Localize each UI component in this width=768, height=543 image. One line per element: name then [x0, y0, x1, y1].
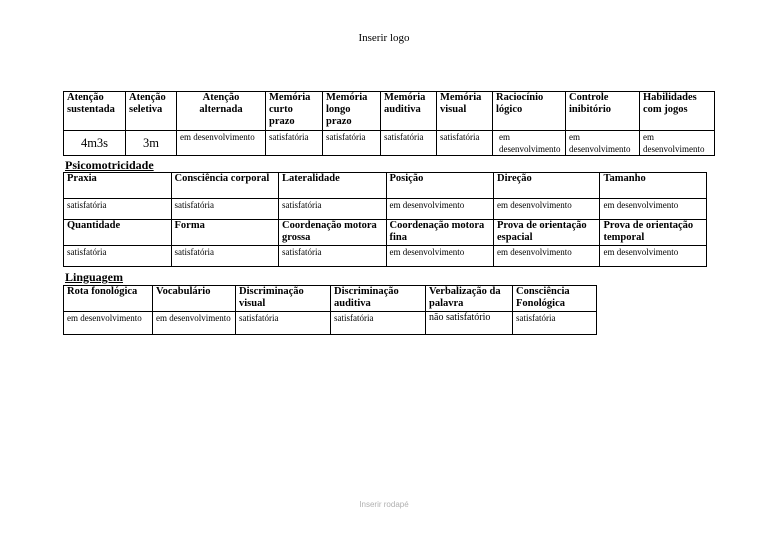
- header-cell: Consciência corporal: [171, 173, 279, 199]
- header-cell: Vocabulário: [153, 286, 236, 312]
- value-cell[interactable]: em desenvolvimento: [600, 246, 707, 267]
- header-cell: Prova de orientação espacial: [494, 220, 600, 246]
- psico-header-row-1: [64, 173, 707, 199]
- header-cell: Direção: [494, 173, 600, 199]
- header-cell: Rota fonológica: [64, 286, 153, 312]
- header-cell: Raciocínio lógico: [493, 92, 566, 131]
- psico-header-row-2: [64, 220, 707, 246]
- header-cell: Controle inibitório: [566, 92, 640, 131]
- header-cell: Coordenação motora grossa: [279, 220, 387, 246]
- header-cell: Memória visual: [437, 92, 493, 131]
- header-cell: Quantidade: [64, 220, 172, 246]
- value-cell[interactable]: satisfatória: [437, 131, 493, 156]
- value-cell[interactable]: em desenvolvimento: [640, 131, 715, 156]
- header-cell: Memória longo prazo: [323, 92, 381, 131]
- footer-placeholder[interactable]: Inserir rodapé: [359, 500, 409, 509]
- psicomotricidade-title: Psicomotricidade: [65, 158, 154, 172]
- attention-header-row: [64, 92, 715, 131]
- attention-memory-table: [63, 91, 715, 156]
- linguagem-title: Linguagem: [65, 270, 124, 284]
- linguagem-value-row: [64, 312, 597, 335]
- header-cell: Verbalização da palavra: [426, 286, 513, 312]
- header-cell: Atenção alternada: [177, 92, 266, 131]
- header-cell: Praxia: [64, 173, 172, 199]
- value-cell[interactable]: em desenvolvimento: [386, 199, 494, 220]
- header-cell: Memória curto prazo: [266, 92, 323, 131]
- header-cell: Atenção seletiva: [126, 92, 177, 131]
- value-cell[interactable]: em desenvolvimento: [600, 199, 707, 220]
- value-cell[interactable]: satisfatória: [323, 131, 381, 156]
- value-cell[interactable]: satisfatória: [64, 246, 172, 267]
- header-cell: Habilidades com jogos: [640, 92, 715, 131]
- linguagem-header-row: [64, 286, 597, 312]
- value-cell[interactable]: satisfatória: [513, 312, 597, 335]
- attention-value-row: [64, 131, 715, 156]
- value-cell[interactable]: 4m3s: [64, 131, 126, 156]
- value-cell[interactable]: satisfatória: [279, 199, 387, 220]
- value-cell[interactable]: em desenvolvimento: [494, 246, 600, 267]
- value-cell[interactable]: em desenvolvimento: [386, 246, 494, 267]
- header-cell: Forma: [171, 220, 279, 246]
- psico-value-row-2: [64, 246, 707, 267]
- value-cell[interactable]: em desenvolvimento: [494, 199, 600, 220]
- header-cell: Atenção sustentada: [64, 92, 126, 131]
- value-cell[interactable]: em desenvolvimento: [153, 312, 236, 335]
- value-cell[interactable]: satisfatória: [279, 246, 387, 267]
- psicomotricidade-table: [63, 172, 707, 267]
- value-cell[interactable]: em desenvolvimento: [177, 131, 266, 156]
- value-cell[interactable]: em desenvolvimento: [64, 312, 153, 335]
- header-cell: Discriminação auditiva: [331, 286, 426, 312]
- value-cell[interactable]: 3m: [126, 131, 177, 156]
- header-cell: Discriminação visual: [236, 286, 331, 312]
- value-cell[interactable]: em desenvolvimento: [566, 131, 640, 156]
- value-cell[interactable]: satisfatória: [266, 131, 323, 156]
- header-cell: Posição: [386, 173, 494, 199]
- value-cell[interactable]: não satisfatório: [426, 312, 513, 335]
- header-cell: Lateralidade: [279, 173, 387, 199]
- header-cell: Prova de orientação temporal: [600, 220, 707, 246]
- psico-value-row-1: [64, 199, 707, 220]
- header-cell: Memória auditiva: [381, 92, 437, 131]
- value-cell[interactable]: satisfatória: [171, 199, 279, 220]
- value-cell[interactable]: satisfatória: [236, 312, 331, 335]
- header-cell: Tamanho: [600, 173, 707, 199]
- value-cell[interactable]: satisfatória: [381, 131, 437, 156]
- header-cell: Coordenação motora fina: [386, 220, 494, 246]
- linguagem-table: [63, 285, 597, 335]
- value-cell[interactable]: satisfatória: [64, 199, 172, 220]
- header-logo-placeholder[interactable]: Inserir logo: [358, 32, 410, 44]
- value-cell[interactable]: satisfatória: [171, 246, 279, 267]
- value-cell[interactable]: em desenvolvimento: [493, 131, 566, 156]
- header-cell: Consciência Fonológica: [513, 286, 597, 312]
- value-cell[interactable]: satisfatória: [331, 312, 426, 335]
